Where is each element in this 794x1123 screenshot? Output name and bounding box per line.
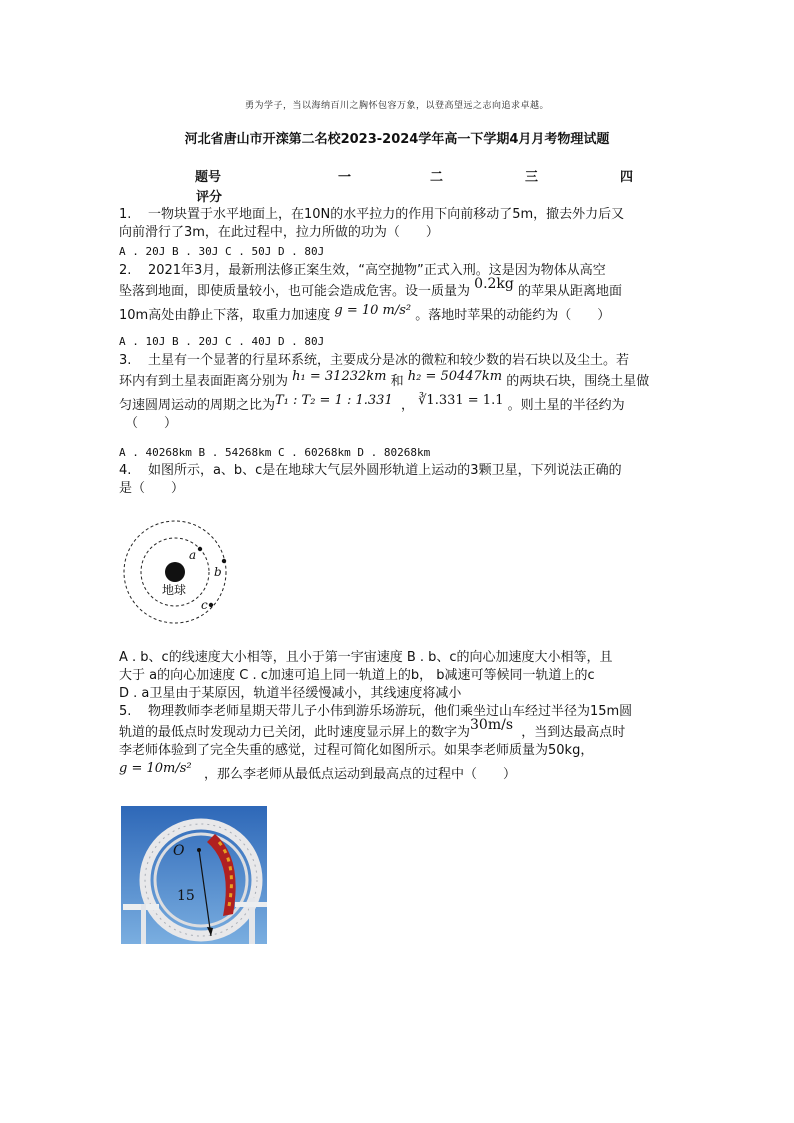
q2-mass: 0.2kg (474, 276, 514, 292)
q2-gravity: g = 10 m/s² (334, 303, 412, 318)
question-4 (119, 462, 679, 498)
earth-label: 地球 (162, 583, 187, 597)
q3-root: ∛1.331 = 1.1 (418, 393, 504, 408)
q3-line3b: 。则土星的半径约为 (507, 398, 625, 413)
q3-number: 3. (119, 353, 132, 368)
q2-number: 2. (119, 263, 132, 278)
q5-line1: 物理教师李老师星期天带儿子小伟到游乐场游玩，他们乘坐过山车经过半径为15m圆 (147, 704, 633, 719)
q4-line1: 如图所示，a、b、c是在地球大气层外圆形轨道上运动的3颗卫星，下列说法正确的 (147, 463, 622, 478)
satellite-b-label: b (214, 565, 222, 579)
question-5 (119, 703, 679, 784)
satellite-orbit-diagram (122, 518, 232, 628)
q5-line3: 李老师体验到了完全失重的感觉，过程可简化如图所示。如果李老师质量为50kg， (119, 743, 594, 758)
q4-options-line1: A . b、c的线速度大小相等，且小于第一宇宙速度 B . b、c的向心加速度大小相等，且 (119, 650, 613, 665)
q2-line3b: 。落地时苹果的动能约为（ ） (415, 308, 611, 323)
question-1 (119, 206, 679, 242)
question-3 (119, 352, 679, 433)
score-col-3: 三 (525, 170, 539, 185)
page-title: 河北省唐山市开滦第二名校2023-2024学年高一下学期4月月考物理试题 (184, 132, 610, 147)
satellite-c-label: c (201, 598, 208, 612)
q3-comma: ， (400, 398, 414, 413)
roller-coaster-photo (121, 806, 267, 944)
q3-options: A . 40268km B . 54268km C . 60268km D . 80268km (119, 446, 431, 459)
radius-label: 15 (177, 888, 195, 904)
satellite-b-dot (222, 559, 226, 563)
q4-options-line2: 大于 a的向心加速度 C . c加速可追上同一轨道上的b， b减速可等候同一轨道上的c (119, 668, 595, 683)
score-col-2: 二 (430, 170, 444, 185)
q1-options: A . 20J B . 30J C . 50J D . 80J (119, 245, 325, 258)
score-col-4: 四 (620, 170, 634, 185)
q4-line2: 是（ ） (119, 481, 185, 496)
score-col-1: 一 (338, 170, 352, 185)
header-motto: 勇为学子，当以海纳百川之胸怀包容万象，以登高望远之志向追求卓越。 (244, 101, 549, 111)
question-2 (119, 262, 679, 325)
q1-number: 1. (119, 207, 132, 222)
q4-options (119, 649, 679, 703)
satellite-c-dot (209, 603, 213, 607)
center-label: O (173, 843, 185, 859)
q5-line2a: 轨道的最低点时发现动力已关闭，此时速度显示屏上的数字为 (119, 725, 471, 740)
q4-number: 4. (119, 463, 132, 478)
q3-line3a: 匀速圆周运动的周期之比为 (119, 398, 276, 413)
q3-ratio: T₁ : T₂ = 1 : 1.331 (275, 393, 393, 408)
earth-dot (165, 562, 185, 582)
support-beam-right (235, 902, 267, 907)
satellite-a-label: a (189, 548, 197, 562)
score-row-label: 评分 (196, 190, 223, 205)
q3-and: 和 (390, 374, 404, 389)
q5-number: 5. (119, 704, 132, 719)
q3-line1: 土星有一个显著的行星环系统，主要成分是冰的微粒和较少数的岩石块以及尘土。若 (147, 353, 629, 368)
q5-line4: ，那么李老师从最低点运动到最高点的过程中（ ） (204, 767, 517, 782)
q3-line4: （ ） (125, 416, 178, 431)
q2-line2b: 的苹果从距离地面 (518, 284, 623, 299)
support-column-left (141, 904, 146, 944)
q4-options-line3: D . a卫星由于某原因，轨道半径缓慢减小，其线速度将减小 (119, 686, 462, 701)
q2-options: A . 10J B . 20J C . 40J D . 80J (119, 335, 325, 348)
q3-h2: h₂ = 50447km (407, 369, 503, 384)
q2-line3a: 10m高处由静止下落，取重力加速度 (119, 308, 331, 323)
score-col-label: 题号 (195, 170, 222, 185)
q2-line2a: 坠落到地面，即使质量较小，也可能会造成危害。设一质量为 (119, 284, 471, 299)
q5-gravity: g = 10m/s² (119, 761, 192, 776)
q2-line1: 2021年3月，最新刑法修正案生效，“高空抛物”正式入刑。这是因为物体从高空 (147, 263, 606, 278)
q1-line2: 向前滑行了3m，在此过程中，拉力所做的功为（ ） (119, 225, 439, 240)
q3-h1: h₁ = 31232km (292, 369, 387, 384)
q1-line1: 一物块置于水平地面上，在10N的水平拉力的作用下向前移动了5m，撤去外力后又 (147, 207, 625, 222)
q3-line2a: 环内有到土星表面距离分别为 (119, 374, 289, 389)
q5-speed: 30m/s (470, 717, 514, 733)
roller-coaster-illustration (121, 806, 267, 944)
score-table-header (0, 166, 794, 184)
satellite-a-dot (198, 547, 202, 551)
q3-line2b: 的两块石块，围绕土星做 (506, 374, 650, 389)
q5-line2b: ，当到达最高点时 (521, 725, 626, 740)
